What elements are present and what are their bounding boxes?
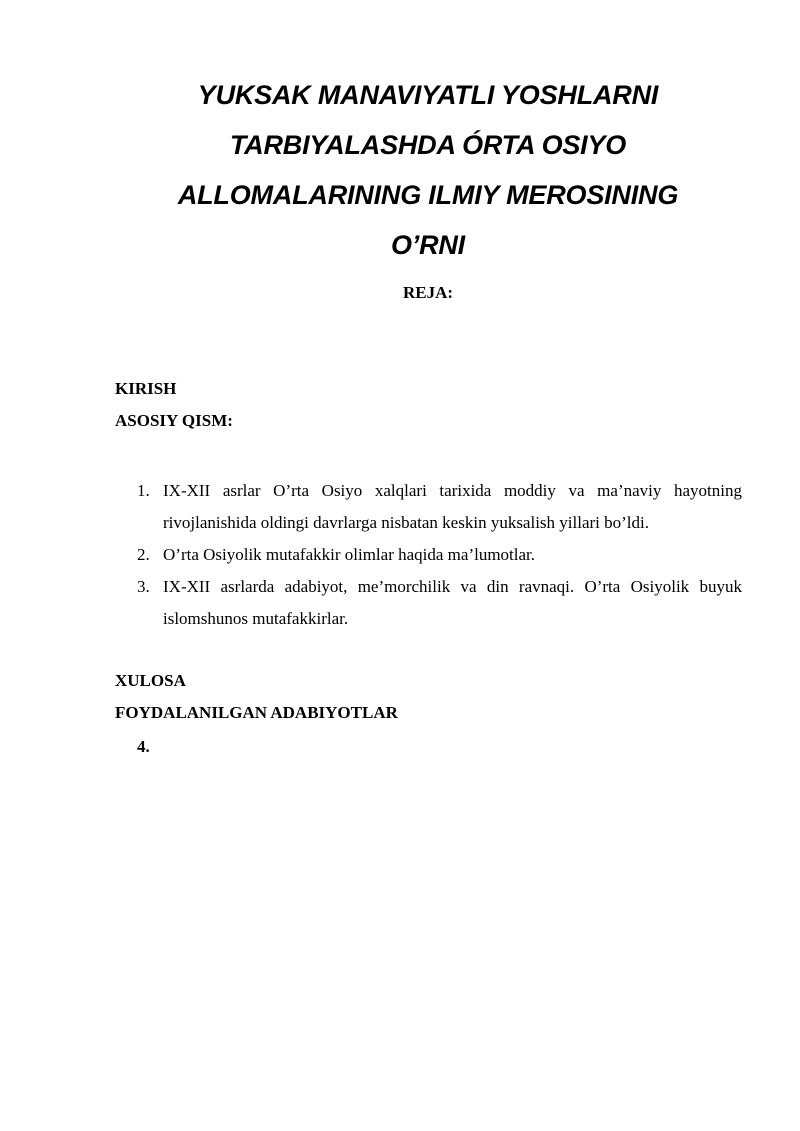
list-item (115, 571, 742, 635)
list-item-number: 1. (137, 481, 150, 500)
title-line-4: O’RNI (390, 230, 465, 260)
section-asosiy-qism: ASOSIY QISM: (115, 411, 233, 430)
plan-list (115, 475, 742, 635)
section-kirish: KIRISH (115, 379, 177, 398)
list-item-text: IX-XII asrlar O’rta Osiyo xalqlari tarixida moddiy va ma’naviy hayotning rivojlanishida oldingi davrlarga nisbatan keskin yuksalish yillari bo’ldi. (163, 481, 742, 532)
list-item (115, 475, 742, 539)
list-item-number: 3. (137, 577, 150, 596)
list-item-text: IX-XII asrlarda adabiyot, me’morchilik va din ravnaqi. O’rta Osiyolik buyuk islomshunos mutafakkirlar. (163, 577, 742, 628)
section-xulosa: XULOSA (115, 671, 186, 690)
list-item-text: O’rta Osiyolik mutafakkir olimlar haqida ma’lumotlar. (163, 545, 536, 564)
title-line-2: TARBIYALASHDA ÓRTA OSIYO (229, 130, 627, 160)
list-item (115, 539, 742, 571)
plan-heading: REJA: (402, 283, 454, 302)
title-line-3: ALLOMALARINING ILMIY MEROSINING (177, 180, 679, 210)
section-foydalanilgan-adabiyotlar: FOYDALANILGAN ADABIYOTLAR (115, 703, 398, 722)
list-item-number-4: 4. (137, 737, 150, 756)
page-title (100, 70, 756, 270)
list-item-number: 2. (137, 545, 150, 564)
title-line-1: YUKSAK MANAVIYATLI YOSHLARNI (197, 80, 659, 110)
